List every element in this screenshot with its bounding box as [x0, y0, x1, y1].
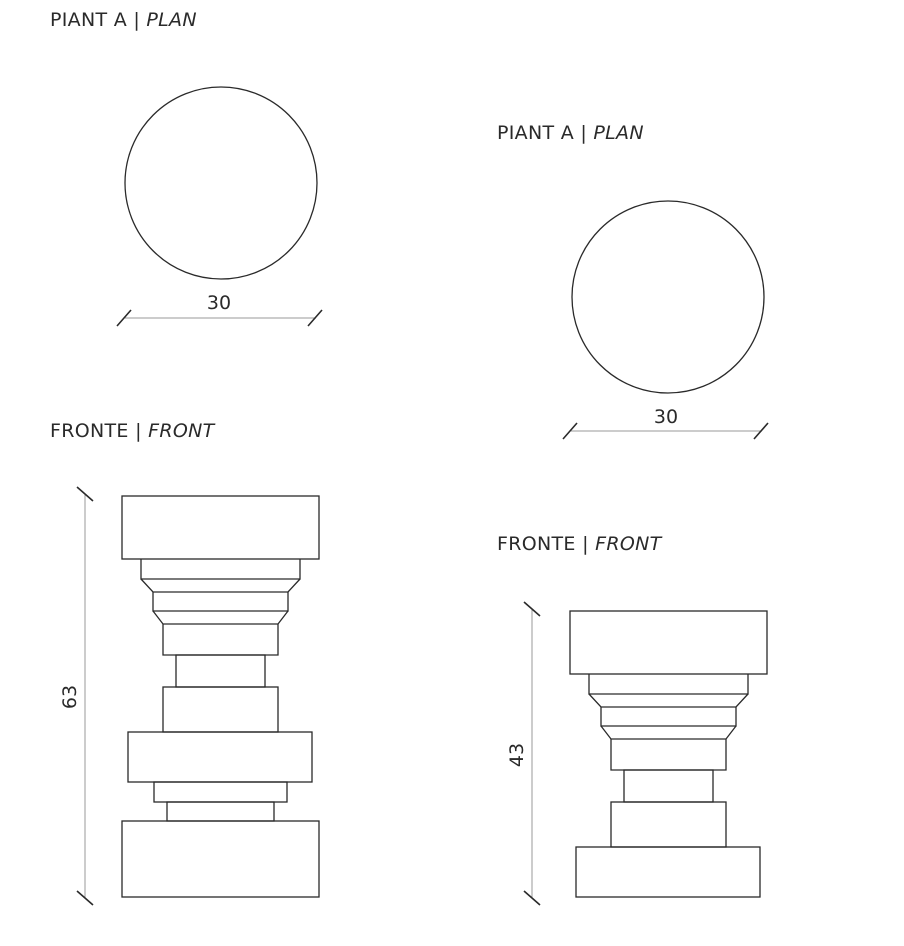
front-left-label-it: FRONTE	[50, 420, 129, 442]
plan-left-separator: |	[133, 9, 141, 31]
front-right-middle-block	[611, 802, 726, 847]
front-right-base	[576, 847, 760, 897]
front-left-wide-band	[128, 732, 312, 782]
front-left-lower-band	[154, 782, 287, 802]
front-left-separator: |	[135, 420, 142, 442]
front-right-chamfer-1	[589, 694, 748, 707]
plan-right-label-it: PIANT A	[497, 122, 575, 144]
plan-right-dim-value: 30	[653, 406, 679, 428]
front-left-label-en: FRONT	[148, 420, 215, 442]
front-right-neck	[624, 770, 713, 802]
front-right-label-en: FRONT	[595, 533, 662, 555]
front-left-neck	[176, 655, 265, 687]
front-left-top-cap	[122, 496, 319, 559]
front-right-collar-2	[601, 707, 736, 726]
front-right-separator: |	[582, 533, 589, 555]
front-left-dim-value: 63	[59, 684, 81, 710]
front-right-collar-3	[611, 739, 726, 770]
front-left-dimension	[59, 487, 93, 905]
front-right-label-it: FRONTE	[497, 533, 576, 555]
front-right-top-cap	[570, 611, 767, 674]
plan-left-view	[117, 87, 322, 326]
plan-right-label-en: PLAN	[593, 122, 644, 144]
plan-left-dimension	[117, 292, 322, 326]
front-right-object	[570, 611, 767, 897]
plan-left-circle	[125, 87, 317, 279]
front-right-view	[506, 602, 767, 905]
front-left-middle-block	[163, 687, 278, 732]
front-right-dimension	[506, 602, 540, 905]
front-left-collar-3	[163, 624, 278, 655]
plan-left-label-it: PIANT A	[50, 9, 128, 31]
front-right-collar-1	[589, 674, 748, 694]
front-right-dim-value: 43	[506, 742, 528, 768]
plan-left-dim-value: 30	[206, 292, 232, 314]
plan-right-view	[563, 201, 768, 439]
front-left-object	[122, 496, 319, 897]
plan-right-dimension	[563, 406, 768, 439]
front-right-chamfer-2	[601, 726, 736, 739]
plan-right-separator: |	[580, 122, 588, 144]
front-left-collar-2	[153, 592, 288, 611]
front-left-chamfer-1	[141, 579, 300, 592]
front-left-base	[122, 821, 319, 897]
plan-left-label-en: PLAN	[146, 9, 197, 31]
front-left-collar-1	[141, 559, 300, 579]
front-left-view	[59, 487, 319, 905]
plan-right-circle	[572, 201, 764, 393]
front-left-chamfer-2	[153, 611, 288, 624]
front-left-lower-neck	[167, 802, 274, 821]
